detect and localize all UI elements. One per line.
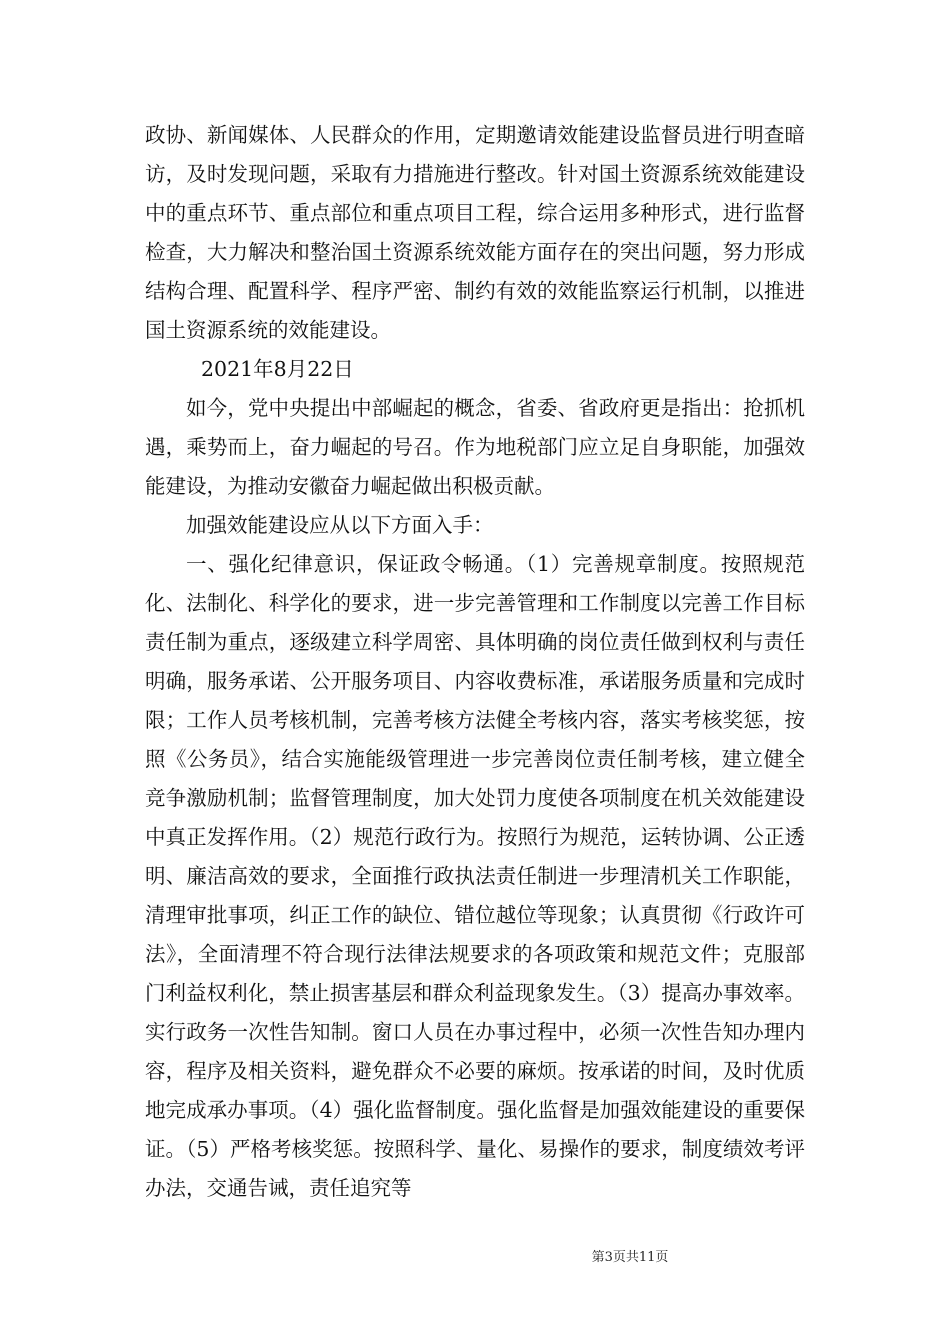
document-body [145,116,805,1208]
paragraph-heading-line: 加强效能建设应从以下方面入手： [186,513,494,537]
paragraph-intro: 如今，党中央提出中部崛起的概念，省委、省政府更是指出：抢抓机遇，乘势而上，奋力崛起的号召。作为地税部门应立足自身职能，加强效能建设，为推动安徽奋力崛起做出积极贡献。 [145,396,805,498]
paragraph-continuation: 政协、新闻媒体、人民群众的作用，定期邀请效能建设监督员进行明查暗访，及时发现问题，采取有力措施进行整改。针对国土资源系统效能建设中的重点环节、重点部位和重点项目工程，综合运用多种形式，进行监督检查，大力解决和整治国土资源系统效能方面存在的突出问题，努力形成结构合理、配置科学、程序严密、制约有效的效能监察运行机制，以推进国土资源系统的效能建设。 [145,123,805,342]
paragraph-section-one: 一、强化纪律意识，保证政令畅通。（1）完善规章制度。按照规范化、法制化、科学化的要求，进一步完善管理和工作制度以完善工作目标责任制为重点，逐级建立科学周密、具体明确的岗位责任做到权利与责任明确，服务承诺、公开服务项目、内容收费标准，承诺服务质量和完成时限；工作人员考核机制，完善考核方法健全考核内容，落实考核奖惩，按照《公务员》，结合实施能级管理进一步完善岗位责任制考核，建立健全竞争激励机制；监督管理制度，加大处罚力度使各项制度在机关效能建设中真正发挥作用。（2）规范行政行为。按照行为规范，运转协调、公正透明、廉洁高效的要求，全面推行政执法责任制进一步理清机关工作职能，清理审批事项，纠正工作的缺位、错位越位等现象；认真贯彻《行政许可法》，全面清理不符合现行法律法规要求的各项政策和规范文件；克服部门利益权利化，禁止损害基层和群众利益现象发生。（3）提高办事效率。实行政务一次性告知制。窗口人员在办事过程中，必须一次性告知办理内容，程序及相关资料，避免群众不必要的麻烦。按承诺的时间，及时优质地完成承办事项。（4）强化监督制度。强化监督是加强效能建设的重要保证。（5）严格考核奖惩。按照科学、量化、易操作的要求，制度绩效考评办法，交通告诫，责任追究等 [145,552,805,1200]
page-footer [0,1246,950,1265]
page-number: 第3页共11页 [591,1250,669,1265]
paragraph-date: 2021年8月22日 [201,357,354,381]
